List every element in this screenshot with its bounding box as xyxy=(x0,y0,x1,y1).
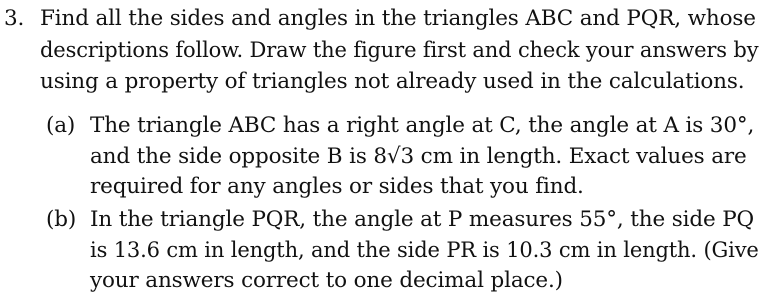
part-a-label: (a) xyxy=(46,113,76,138)
part-b-line-2: is 13.6 cm in length, and the side PR is 10.3 cm in length. (Give xyxy=(90,238,759,262)
part-b-line-3: your answers correct to one decimal place.) xyxy=(90,268,563,293)
intro-line-1: Find all the sides and angles in the triangles ABC and PQR, whose xyxy=(40,6,756,31)
part-a-line-1: The triangle ABC has a right angle at C, the angle at A is 30°, xyxy=(90,113,755,138)
part-a-line-3: required for any angles or sides that you find. xyxy=(90,174,584,199)
part-b-label: (b) xyxy=(46,207,77,232)
part-b-line-1: In the triangle PQR, the angle at P measures 55°, the side PQ xyxy=(90,207,754,232)
intro-line-2: descriptions follow. Draw the figure first and check your answers by xyxy=(40,38,759,62)
part-a-line-2: and the side opposite B is 8√3 cm in length. Exact values are xyxy=(90,144,747,169)
intro-line-3: using a property of triangles not already used in the calculations. xyxy=(40,69,745,94)
problem-number: 3. xyxy=(4,6,25,31)
